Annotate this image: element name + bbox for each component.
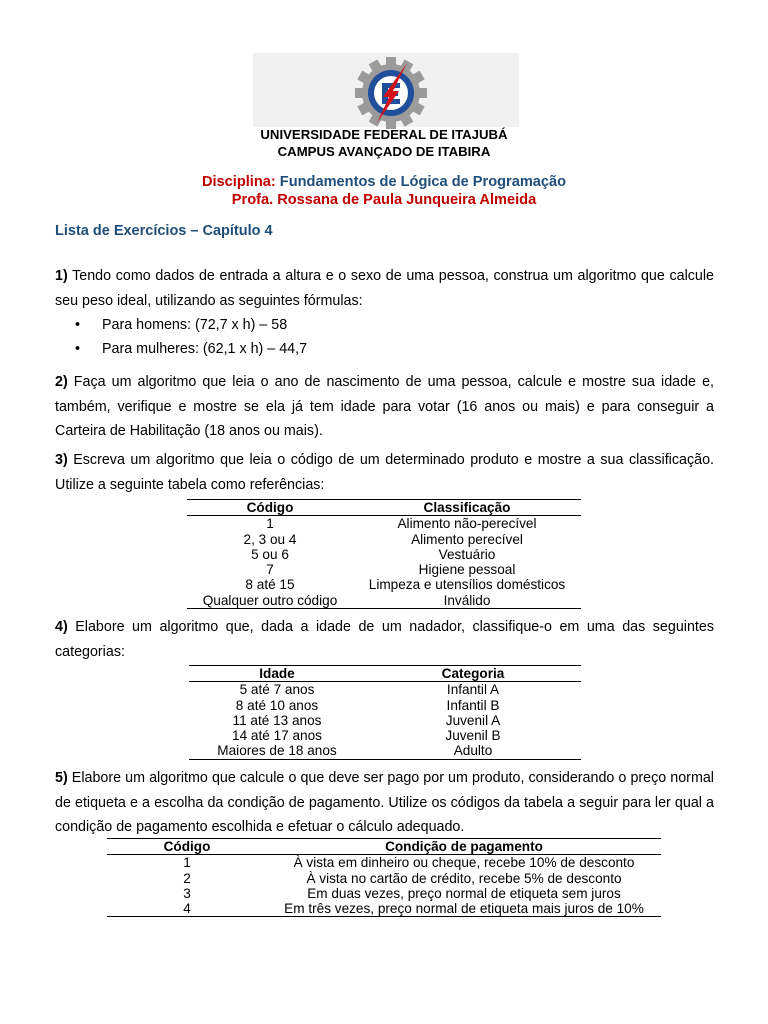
table-cell: 1 <box>266 516 274 532</box>
table-row <box>189 743 581 759</box>
table-cell: Em três vezes, preço normal de etiqueta mais juros de 10% <box>284 901 644 917</box>
table-row <box>107 901 661 917</box>
table-row <box>187 577 581 592</box>
question-2 <box>55 370 714 444</box>
table-header-row <box>107 839 661 855</box>
table-cell: Adulto <box>453 743 493 759</box>
question-1-text: Tendo como dados de entrada a altura e o sexo de uma pessoa, construa um algoritmo que calcule seu peso ideal, utilizando as seguintes fórmulas: <box>55 268 714 309</box>
table-header-cell: Classificação <box>353 500 581 516</box>
payment-condition-table <box>107 838 661 917</box>
table-cell: Em duas vezes, preço normal de etiqueta sem juros <box>307 885 621 901</box>
table-cell: 14 até 17 anos <box>232 728 322 744</box>
question-3-number: 3) <box>55 452 68 468</box>
table-header-cell: Idade <box>189 666 365 682</box>
table-row <box>187 532 581 547</box>
table-row <box>189 698 581 713</box>
question-2-number: 2) <box>55 374 68 390</box>
table-cell: 1 <box>183 855 191 871</box>
table-cell: À vista no cartão de crédito, recebe 5% de desconto <box>306 870 622 886</box>
question-2-text: Faça um algoritmo que leia o ano de nascimento de uma pessoa, calcule e mostre sua idade e, também, verifique e mostre se ela já tem idade para votar (16 anos ou mais) e para conseguir a Carteira de Habilitação (18 anos ou mais). <box>55 374 714 439</box>
campus-name: CAMPUS AVANÇADO DE ITABIRA <box>277 144 491 159</box>
table-header-cell: Condição de pagamento <box>267 839 661 855</box>
list-title: Lista de Exercícios – Capítulo 4 <box>55 223 273 239</box>
table-cell: Infantil A <box>446 682 500 698</box>
bullet-icon: • <box>75 317 81 333</box>
table-cell: 4 <box>183 901 191 917</box>
professor-name: Profa. Rossana de Paula Junqueira Almeida <box>231 192 537 208</box>
table-cell: 11 até 13 anos <box>232 712 322 728</box>
table-cell: Inválido <box>443 592 491 608</box>
table-cell: Juvenil B <box>445 728 501 744</box>
table-header-row <box>187 500 581 516</box>
table-cell: 8 até 10 anos <box>235 697 319 713</box>
table-row <box>189 713 581 728</box>
table-cell: Maiores de 18 anos <box>217 743 337 759</box>
table-cell: Qualquer outro código <box>202 592 338 608</box>
table-cell: À vista em dinheiro ou cheque, recebe 10% de desconto <box>293 855 635 871</box>
question-4-text: Elabore um algoritmo que, dada a idade de um nadador, classifique-o em uma das seguintes categorias: <box>55 619 714 660</box>
table-row <box>189 682 581 698</box>
table-row <box>107 871 661 886</box>
university-name: UNIVERSIDADE FEDERAL DE ITAJUBÁ <box>260 127 508 142</box>
table-cell: Infantil B <box>446 697 500 713</box>
table-cell: 5 ou 6 <box>251 546 289 562</box>
table-cell: Alimento não-perecível <box>397 516 537 532</box>
question-4-number: 4) <box>55 619 68 635</box>
table-cell: Higiene pessoal <box>418 562 516 578</box>
table-header-cell: Código <box>107 839 267 855</box>
bullet-item <box>75 313 287 337</box>
table-header-cell: Código <box>187 500 353 516</box>
bullet-text: Para mulheres: (62,1 x h) – 44,7 <box>102 341 308 357</box>
university-gear-logo-icon <box>354 56 428 130</box>
table-cell: Limpeza e utensílios domésticos <box>368 577 566 593</box>
table-cell: 7 <box>266 562 274 578</box>
question-5-number: 5) <box>55 770 68 786</box>
discipline-name: Fundamentos de Lógica de Programação <box>279 174 567 190</box>
bullet-icon: • <box>75 341 81 357</box>
table-cell: 8 até 15 <box>245 577 295 593</box>
table-header-cell: Categoria <box>365 666 581 682</box>
bullet-item <box>75 337 307 361</box>
question-1-number: 1) <box>55 268 68 284</box>
question-3 <box>55 448 714 497</box>
table-row <box>187 547 581 562</box>
discipline-label: Disciplina: <box>201 174 276 190</box>
question-1 <box>55 264 714 313</box>
table-row <box>187 562 581 577</box>
question-4 <box>55 615 714 664</box>
table-cell: 2 <box>183 870 191 886</box>
table-row <box>187 593 581 609</box>
table-cell: 2, 3 ou 4 <box>243 531 297 547</box>
table-cell: 5 até 7 anos <box>239 682 315 698</box>
table-row <box>187 516 581 532</box>
question-5-text: Elabore um algoritmo que calcule o que deve ser pago por um produto, considerando o preço normal de etiqueta e a escolha da condição de pagamento. Utilize os códigos da tabela a seguir para ler qual a condição de pagamento escolhida e efetuar o cálculo adequado. <box>55 770 714 835</box>
table-row <box>189 728 581 743</box>
question-3-text: Escreva um algoritmo que leia o código de um determinado produto e mostre a sua classificação. Utilize a seguinte tabela como referências: <box>55 452 714 493</box>
table-header-row <box>189 666 581 682</box>
question-5 <box>55 766 714 840</box>
table-cell: 3 <box>183 885 191 901</box>
table-cell: Juvenil A <box>445 712 501 728</box>
table-cell: Vestuário <box>438 546 496 562</box>
table-row <box>107 855 661 871</box>
table-row <box>107 886 661 901</box>
bullet-text: Para homens: (72,7 x h) – 58 <box>102 317 288 333</box>
swimmer-category-table <box>189 665 581 760</box>
product-classification-table <box>187 499 581 609</box>
discipline-line <box>0 174 768 190</box>
table-cell: Alimento perecível <box>411 531 523 547</box>
